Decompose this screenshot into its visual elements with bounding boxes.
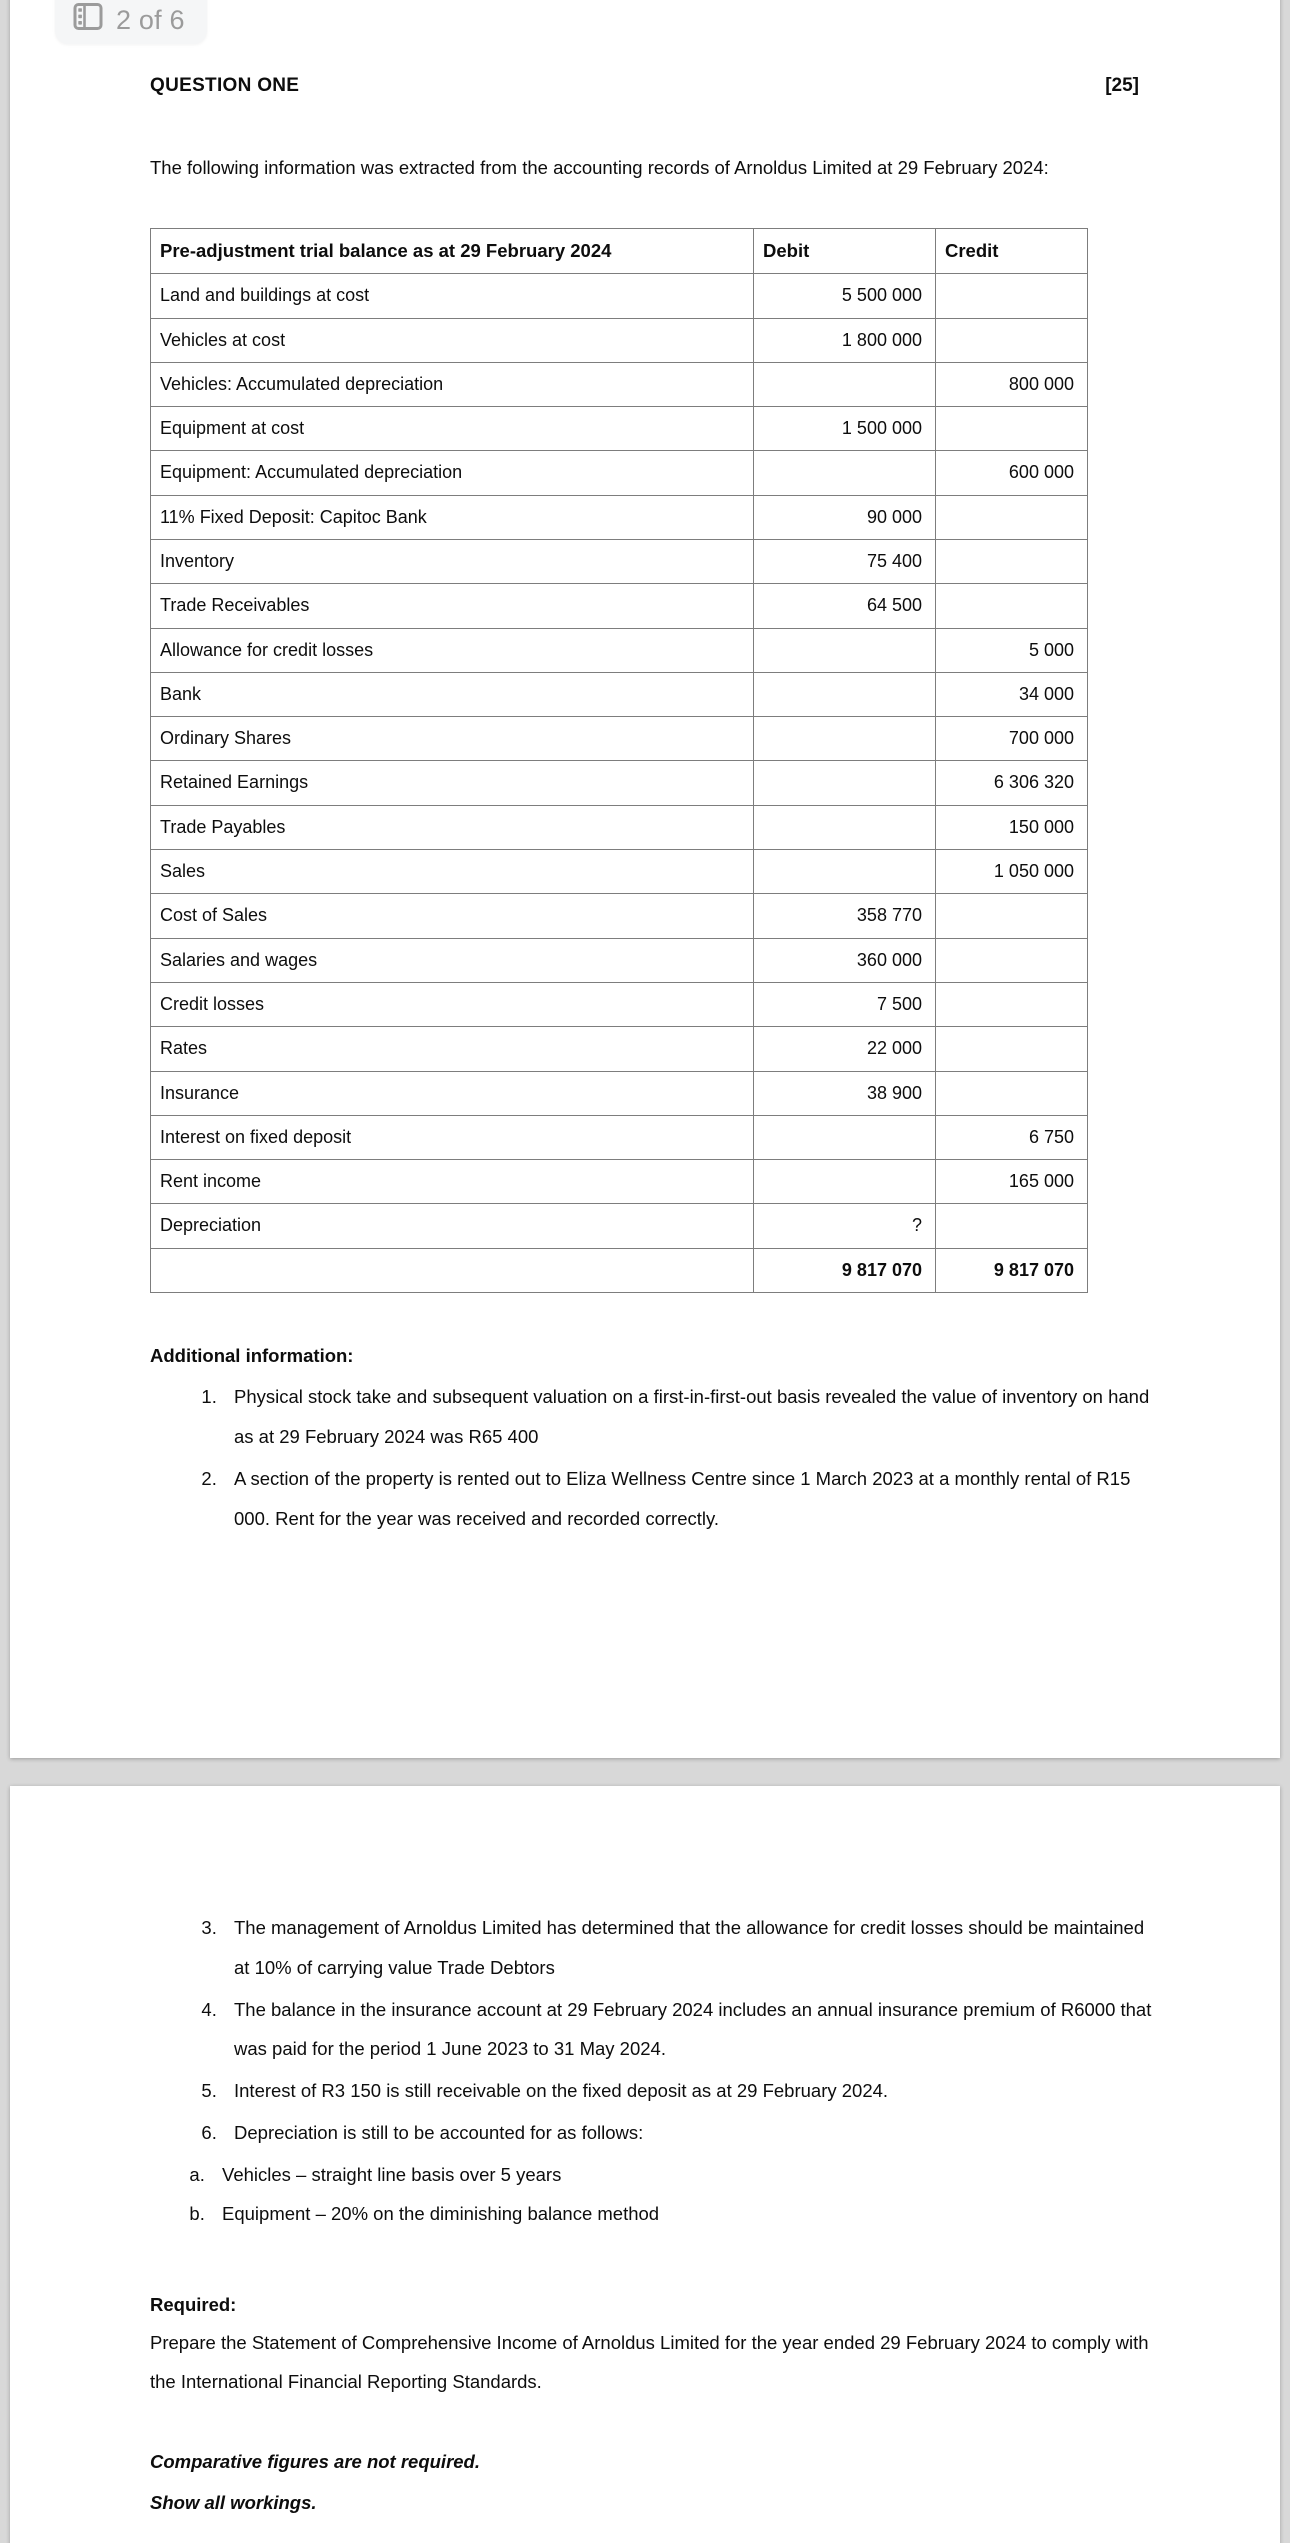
cell-credit: 34 000 bbox=[936, 672, 1088, 716]
cell-debit: 22 000 bbox=[754, 1027, 936, 1071]
viewer-left-rail bbox=[0, 0, 10, 2543]
table-row bbox=[151, 982, 1088, 1026]
table-row bbox=[151, 1204, 1088, 1248]
cell-description: Equipment at cost bbox=[151, 407, 754, 451]
table-row bbox=[151, 628, 1088, 672]
table-row bbox=[151, 938, 1088, 982]
page-indicator[interactable] bbox=[55, 0, 207, 44]
cell-debit bbox=[754, 1115, 936, 1159]
cell-credit bbox=[936, 1027, 1088, 1071]
additional-information-list-page2 bbox=[150, 1908, 1184, 2153]
cell-debit: 75 400 bbox=[754, 539, 936, 583]
table-row bbox=[151, 318, 1088, 362]
cell-description: Bank bbox=[151, 672, 754, 716]
cell-credit: 800 000 bbox=[936, 362, 1088, 406]
cell-credit bbox=[936, 894, 1088, 938]
cell-credit: 150 000 bbox=[936, 805, 1088, 849]
cell-credit: 5 000 bbox=[936, 628, 1088, 672]
cell-debit bbox=[754, 628, 936, 672]
cell-description: Interest on fixed deposit bbox=[151, 1115, 754, 1159]
cell-debit: 360 000 bbox=[754, 938, 936, 982]
table-row bbox=[151, 495, 1088, 539]
table-row bbox=[151, 584, 1088, 628]
column-header-description: Pre-adjustment trial balance as at 29 February 2024 bbox=[151, 228, 754, 273]
cell-description: Vehicles at cost bbox=[151, 318, 754, 362]
cell-debit: 358 770 bbox=[754, 894, 936, 938]
note-comparative-figures: Comparative figures are not required. bbox=[150, 2451, 481, 2473]
cell-debit bbox=[754, 717, 936, 761]
closing-notes bbox=[150, 2442, 1184, 2523]
table-row bbox=[151, 274, 1088, 318]
cell-credit bbox=[936, 274, 1088, 318]
cell-credit: 600 000 bbox=[936, 451, 1088, 495]
table-row bbox=[151, 761, 1088, 805]
column-header-credit: Credit bbox=[936, 228, 1088, 273]
cell-description: Trade Receivables bbox=[151, 584, 754, 628]
trial-balance-body bbox=[151, 274, 1088, 1293]
list-item: 2. A section of the property is rented out to Eliza Wellness Centre since 1 March 2023 at a monthly rental of R15 000. Rent for the year was received and recorded correctly. bbox=[222, 1459, 1152, 1539]
required-heading: Required: bbox=[150, 2294, 237, 2316]
cell-total-description bbox=[151, 1248, 754, 1292]
cell-credit: 6 750 bbox=[936, 1115, 1088, 1159]
cell-credit: 6 306 320 bbox=[936, 761, 1088, 805]
cell-debit bbox=[754, 805, 936, 849]
cell-description: Allowance for credit losses bbox=[151, 628, 754, 672]
cell-debit: 64 500 bbox=[754, 584, 936, 628]
cell-debit bbox=[754, 1160, 936, 1204]
page-layout-icon bbox=[73, 2, 103, 36]
required-block bbox=[150, 2288, 1184, 2402]
cell-description: Retained Earnings bbox=[151, 761, 754, 805]
document-page-1 bbox=[10, 0, 1280, 1758]
cell-debit: 1 800 000 bbox=[754, 318, 936, 362]
cell-debit bbox=[754, 850, 936, 894]
cell-debit: 38 900 bbox=[754, 1071, 936, 1115]
table-row bbox=[151, 672, 1088, 716]
list-item: 6. Depreciation is still to be accounted for as follows: bbox=[222, 2113, 1152, 2153]
list-item: 3. The management of Arnoldus Limited has determined that the allowance for credit losses should be maintained at 10% of carrying value Trade Debtors bbox=[222, 1908, 1152, 1988]
cell-debit: ? bbox=[754, 1204, 936, 1248]
cell-description: Trade Payables bbox=[151, 805, 754, 849]
question-header-row bbox=[150, 68, 1184, 103]
table-row bbox=[151, 717, 1088, 761]
cell-total-credit: 9 817 070 bbox=[936, 1248, 1088, 1292]
table-total-row bbox=[151, 1248, 1088, 1292]
required-body-text: Prepare the Statement of Comprehensive Income of Arnoldus Limited for the year ended 29 February 2024 to comply with the International Financial Reporting Standards. bbox=[150, 2332, 1149, 2393]
cell-credit bbox=[936, 539, 1088, 583]
cell-debit bbox=[754, 451, 936, 495]
list-item: 4. The balance in the insurance account at 29 February 2024 includes an annual insurance premium of R6000 that was paid for the period 1 June 2023 to 31 May 2024. bbox=[222, 1990, 1152, 2070]
cell-credit: 700 000 bbox=[936, 717, 1088, 761]
additional-information-heading: Additional information: bbox=[150, 1345, 354, 1367]
table-row bbox=[151, 362, 1088, 406]
cell-description: Insurance bbox=[151, 1071, 754, 1115]
table-row bbox=[151, 407, 1088, 451]
cell-description: Cost of Sales bbox=[151, 894, 754, 938]
cell-credit bbox=[936, 1204, 1088, 1248]
cell-description: Credit losses bbox=[151, 982, 754, 1026]
cell-debit: 90 000 bbox=[754, 495, 936, 539]
cell-description: Land and buildings at cost bbox=[151, 274, 754, 318]
cell-description: 11% Fixed Deposit: Capitoc Bank bbox=[151, 495, 754, 539]
list-item: b. Equipment – 20% on the diminishing balance method bbox=[210, 2194, 1184, 2234]
cell-credit bbox=[936, 584, 1088, 628]
cell-credit bbox=[936, 982, 1088, 1026]
trial-balance-table bbox=[150, 228, 1088, 1293]
cell-description: Rates bbox=[151, 1027, 754, 1071]
table-row bbox=[151, 539, 1088, 583]
list-item: 1. Physical stock take and subsequent valuation on a first-in-first-out basis revealed the value of inventory on hand as at 29 February 2024 was R65 400 bbox=[222, 1377, 1152, 1457]
cell-description: Salaries and wages bbox=[151, 938, 754, 982]
table-row bbox=[151, 805, 1088, 849]
document-page-2 bbox=[10, 1786, 1280, 2543]
cell-description: Equipment: Accumulated depreciation bbox=[151, 451, 754, 495]
list-item: 5. Interest of R3 150 is still receivable on the fixed deposit as at 29 February 2024. bbox=[222, 2071, 1152, 2111]
cell-description: Vehicles: Accumulated depreciation bbox=[151, 362, 754, 406]
cell-description: Inventory bbox=[151, 539, 754, 583]
page-title: QUESTION ONE bbox=[150, 75, 300, 96]
cell-total-debit: 9 817 070 bbox=[754, 1248, 936, 1292]
cell-credit bbox=[936, 318, 1088, 362]
table-row bbox=[151, 1071, 1088, 1115]
cell-debit bbox=[754, 362, 936, 406]
question-marks-badge: [25] bbox=[1105, 75, 1139, 96]
page-1-content bbox=[10, 0, 1280, 1538]
cell-debit bbox=[754, 672, 936, 716]
question-intro-text: The following information was extracted from the accounting records of Arnoldus Limited at 29 February 2024: bbox=[150, 157, 1049, 179]
cell-credit: 165 000 bbox=[936, 1160, 1088, 1204]
cell-description: Rent income bbox=[151, 1160, 754, 1204]
cell-debit bbox=[754, 761, 936, 805]
note-show-workings: Show all workings. bbox=[150, 2491, 317, 2513]
cell-debit: 1 500 000 bbox=[754, 407, 936, 451]
cell-credit: 1 050 000 bbox=[936, 850, 1088, 894]
cell-credit bbox=[936, 495, 1088, 539]
table-row bbox=[151, 1027, 1088, 1071]
depreciation-sub-list bbox=[150, 2155, 1184, 2235]
cell-debit: 7 500 bbox=[754, 982, 936, 1026]
page-indicator-label: 2 of 6 bbox=[116, 5, 185, 35]
table-row bbox=[151, 850, 1088, 894]
cell-description: Ordinary Shares bbox=[151, 717, 754, 761]
additional-information-list-page1 bbox=[150, 1377, 1184, 1538]
cell-description: Depreciation bbox=[151, 1204, 754, 1248]
cell-credit bbox=[936, 938, 1088, 982]
page-2-content bbox=[10, 1786, 1280, 2523]
list-item: a. Vehicles – straight line basis over 5 years bbox=[210, 2155, 1184, 2195]
table-row bbox=[151, 451, 1088, 495]
column-header-debit: Debit bbox=[754, 228, 936, 273]
cell-credit bbox=[936, 1071, 1088, 1115]
cell-credit bbox=[936, 407, 1088, 451]
table-row bbox=[151, 1115, 1088, 1159]
cell-description: Sales bbox=[151, 850, 754, 894]
table-header-row bbox=[151, 228, 1088, 273]
table-row bbox=[151, 894, 1088, 938]
table-row bbox=[151, 1160, 1088, 1204]
cell-debit: 5 500 000 bbox=[754, 274, 936, 318]
